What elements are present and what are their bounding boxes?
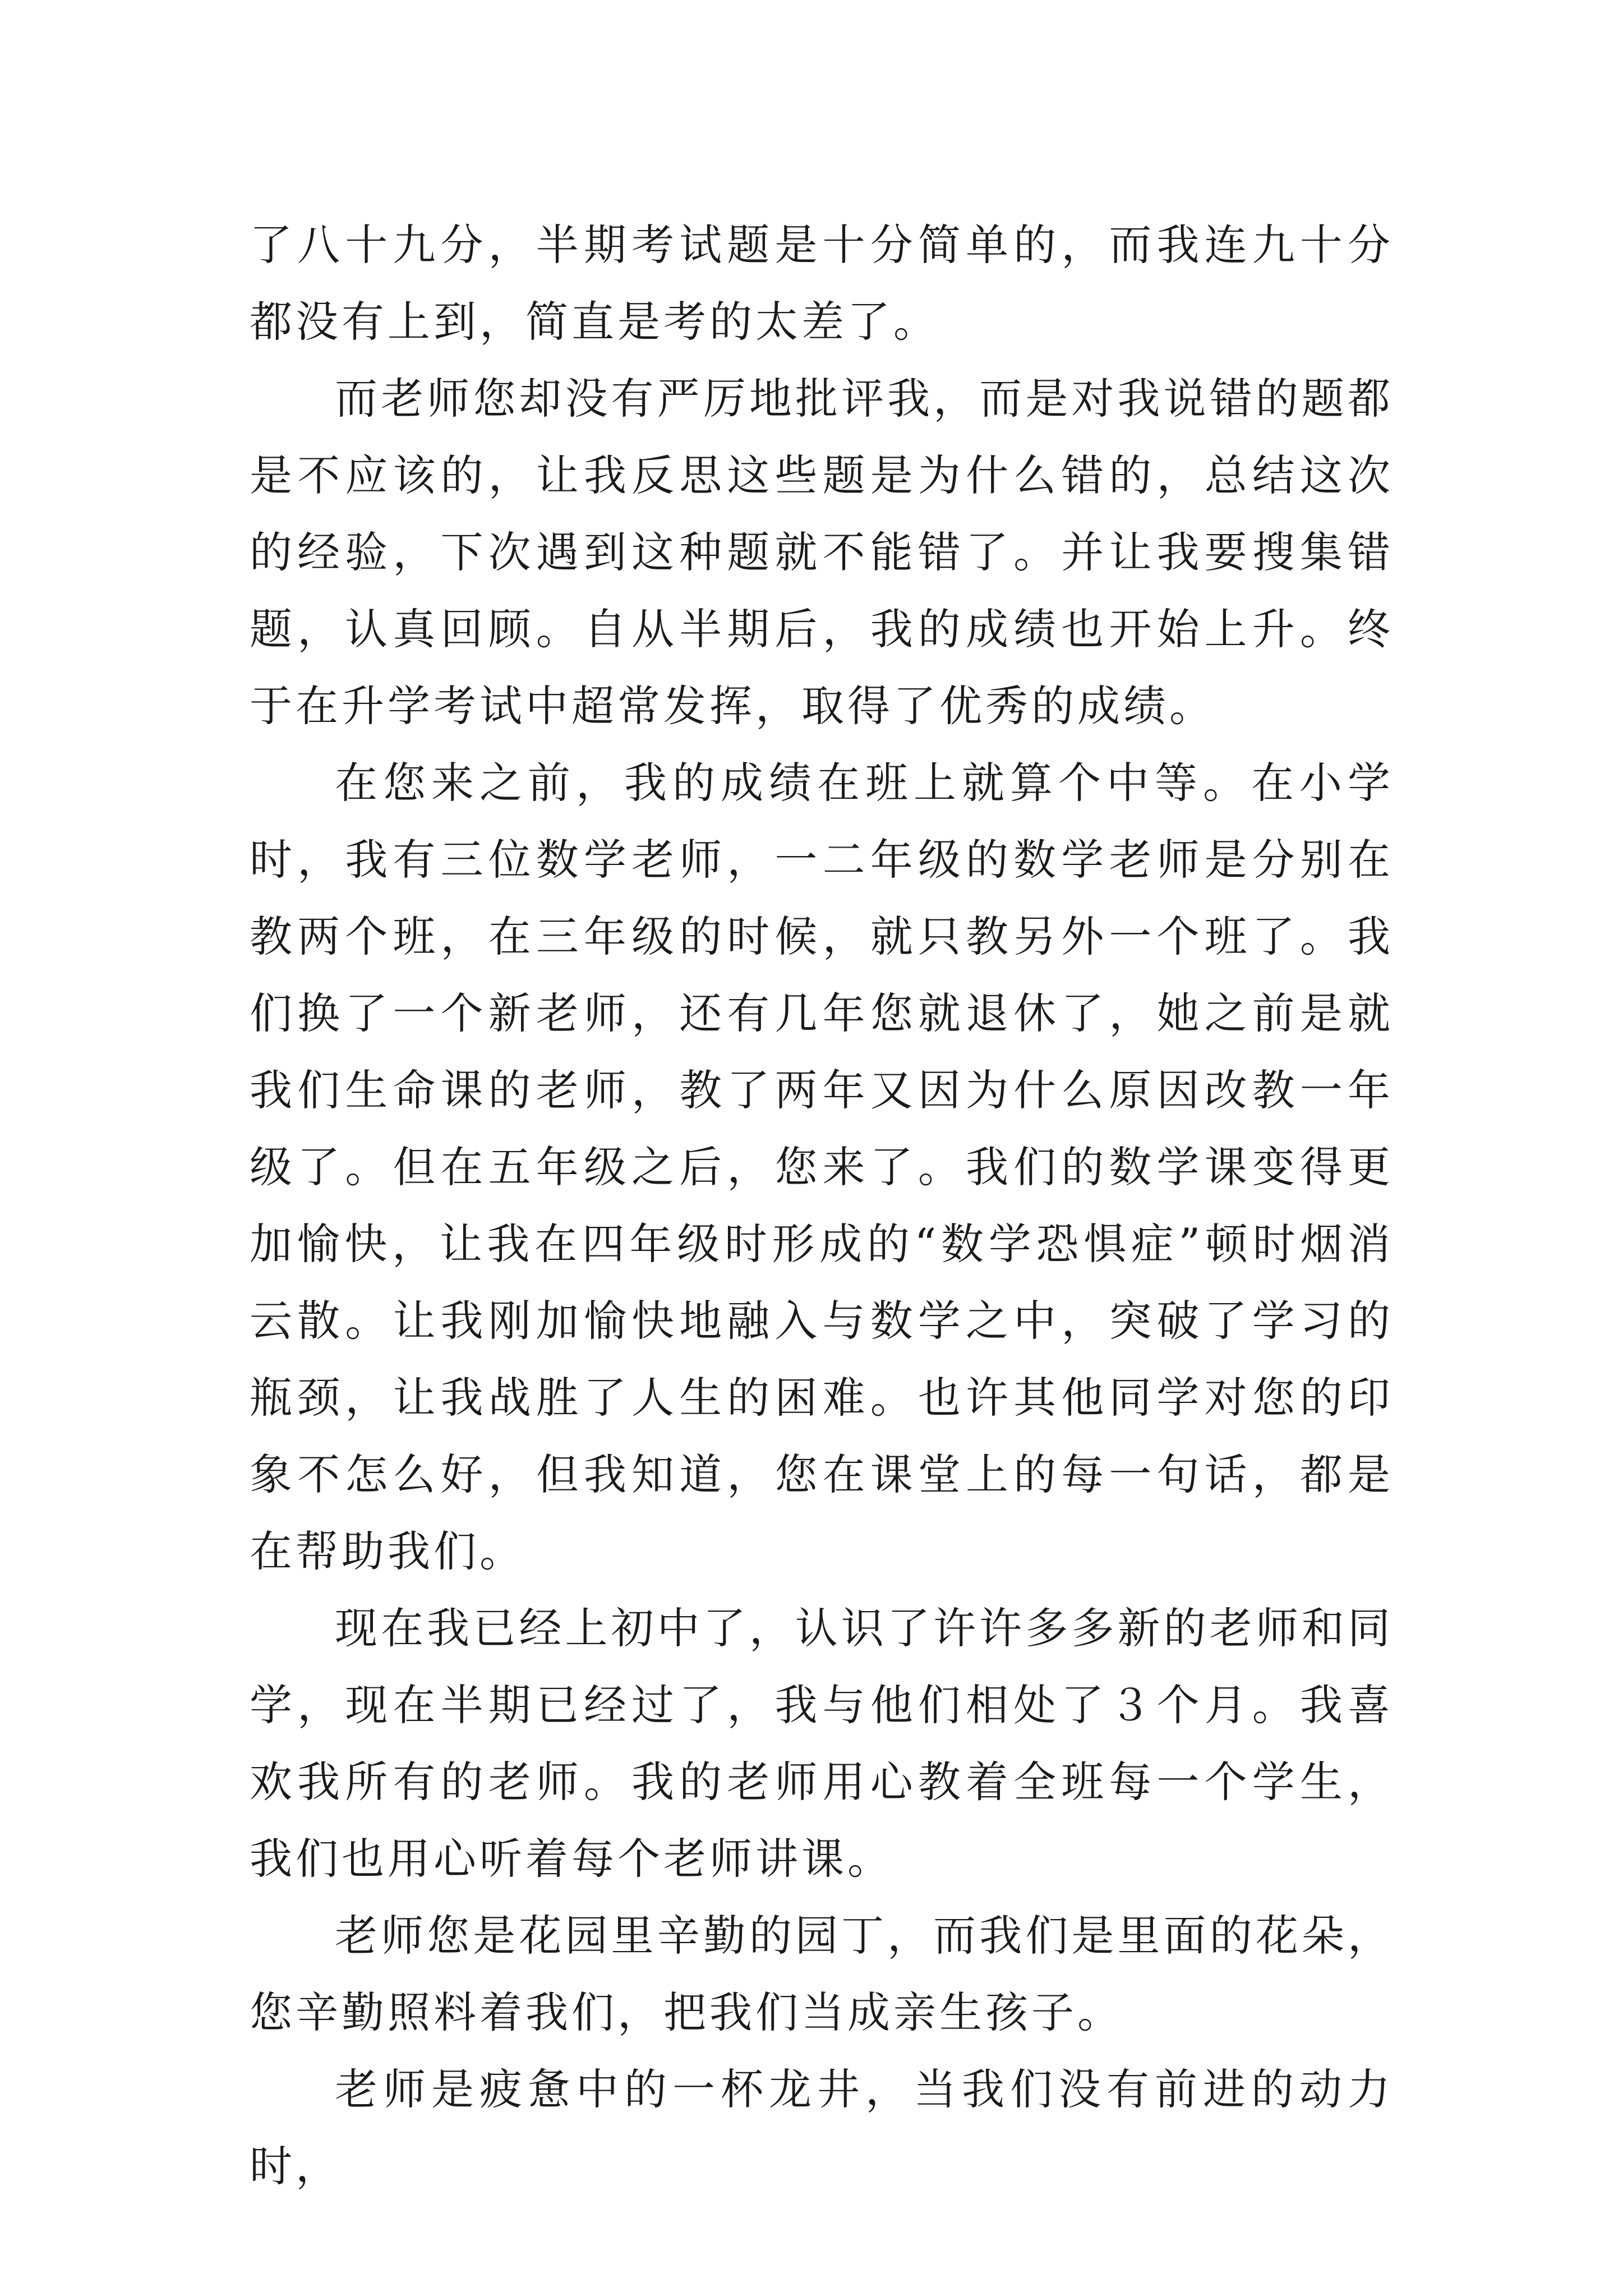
paragraph-3: 在您来之前，我的成绩在班上就算个中等。在小学时，我有三位数学老师，一二年级的数学老师是分别在教两个班，在三年级的时候，就只教另外一个班了。我们换了一个新老师，还有几年您就退休了，她之前是就我们生命课的老师，教了两年又因为什么原因改教一年级了。但在五年级之后，您来了。我们的数学课变得更加愉快，让我在四年级时形成的“数学恐惧症”顿时烟消云散。让我刚加愉快地融入与数学之中，突破了学习的瓶颈，让我战胜了人生的困难。也许其他同学对您的印象不怎么好，但我知道，您在课堂上的每一句话，都是在帮助我们。	[250, 758, 1394, 1576]
paragraph-4: 现在我已经上初中了，认识了许许多多新的老师和同学，现在半期已经过了，我与他们相处了３个月。我喜欢我所有的老师。我的老师用心教着全班每一个学生，我们也用心听着每个老师讲课。	[250, 1603, 1394, 1884]
paragraph-6: 老师是疲惫中的一杯龙井，当我们没有前进的动力时，	[250, 2064, 1394, 2191]
paragraph-1: 了八十九分，半期考试题是十分简单的，而我连九十分都没有上到，简直是考的太差了。	[250, 220, 1394, 347]
paragraph-5: 老师您是花园里辛勤的园丁，而我们是里面的花朵，您辛勤照料着我们，把我们当成亲生孩子。	[250, 1911, 1394, 2037]
paragraph-2: 而老师您却没有严厉地批评我，而是对我说错的题都是不应该的，让我反思这些题是为什么错的，总结这次的经验，下次遇到这种题就不能错了。并让我要搜集错题，认真回顾。自从半期后，我的成绩也开始上升。终于在升学考试中超常发挥，取得了优秀的成绩。	[250, 374, 1394, 731]
body-text	[250, 206, 1394, 2205]
